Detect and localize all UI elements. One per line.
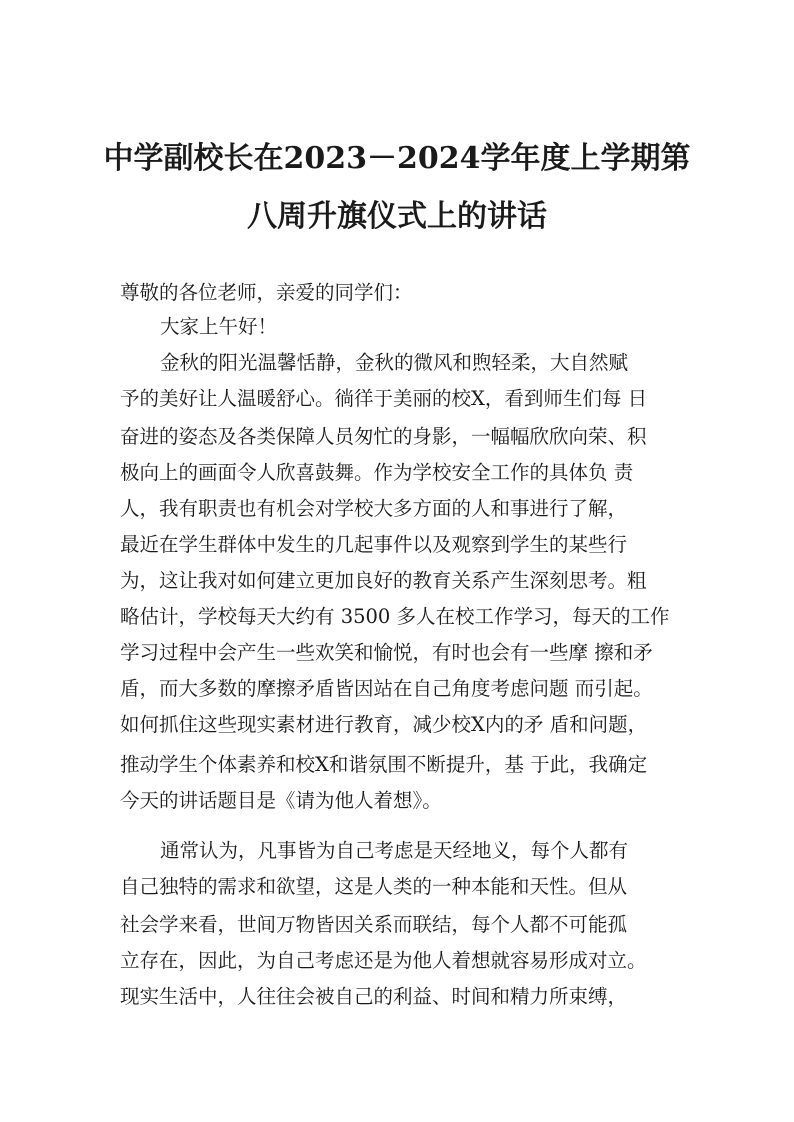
body-line: 自己独特的需求和欲望，这是人类的一种本能和天性。但从 xyxy=(120,875,628,898)
body-line: 奋进的姿态及各类保障人员匆忙的身影，一幅幅欣欣向荣、积 xyxy=(120,425,647,448)
body-line: 盾，而大多数的摩擦矛盾皆因站在自己角度考虑问题 而引起。 xyxy=(120,677,653,700)
body-line: 学习过程中会产生一些欢笑和愉悦，有时也会有一些摩 擦和矛 xyxy=(120,641,653,664)
document-title-line-1: 中学副校长在2023－2024学年度上学期第 xyxy=(103,141,691,176)
body-line: 极向上的画面令人欣喜鼓舞。作为学校安全工作的具体负 责 xyxy=(120,461,634,484)
body-line: 予的美好让人温暖舒心。徜徉于美丽的校X，看到师生们每 日 xyxy=(120,387,648,410)
body-line: 为，这让我对如何建立更加良好的教育关系产生深刻思考。粗 xyxy=(120,569,647,592)
body-line: 金秋的阳光温馨恬静，金秋的微风和煦轻柔，大自然赋 xyxy=(160,351,629,374)
body-line: 最近在学生群体中发生的几起事件以及观察到学生的某些行 xyxy=(120,533,628,556)
salutation: 尊敬的各位老师，亲爱的同学们： xyxy=(120,281,413,304)
body-line: 略估计，学校每天大约有 3500 多人在校工作学习，每天的工作 xyxy=(120,605,670,628)
body-line: 人，我有职责也有机会对学校大多方面的人和事进行了解， xyxy=(120,497,628,520)
body-line: 如何抓住这些现实素材进行教育，减少校X内的矛 盾和问题， xyxy=(120,713,648,736)
greeting: 大家上午好！ xyxy=(160,315,278,338)
body-line: 现实生活中，人往往会被自己的利益、时间和精力所束缚， xyxy=(120,985,628,1008)
document-title-line-2: 八周升旗仪式上的讲话 xyxy=(247,199,547,234)
body-line: 立存在，因此，为自己考虑还是为他人着想就容易形成对立。 xyxy=(120,949,647,972)
body-line: 通常认为，凡事皆为自己考虑是天经地义，每个人都有 xyxy=(160,839,629,862)
body-line: 推动学生个体素养和校X和谐氛围不断提升，基 于此，我确定 xyxy=(120,753,648,776)
body-line: 今天的讲话题目是《请为他人着想》。 xyxy=(120,789,442,812)
body-line: 社会学来看，世间万物皆因关系而联结，每个人都不可能孤 xyxy=(120,913,628,936)
